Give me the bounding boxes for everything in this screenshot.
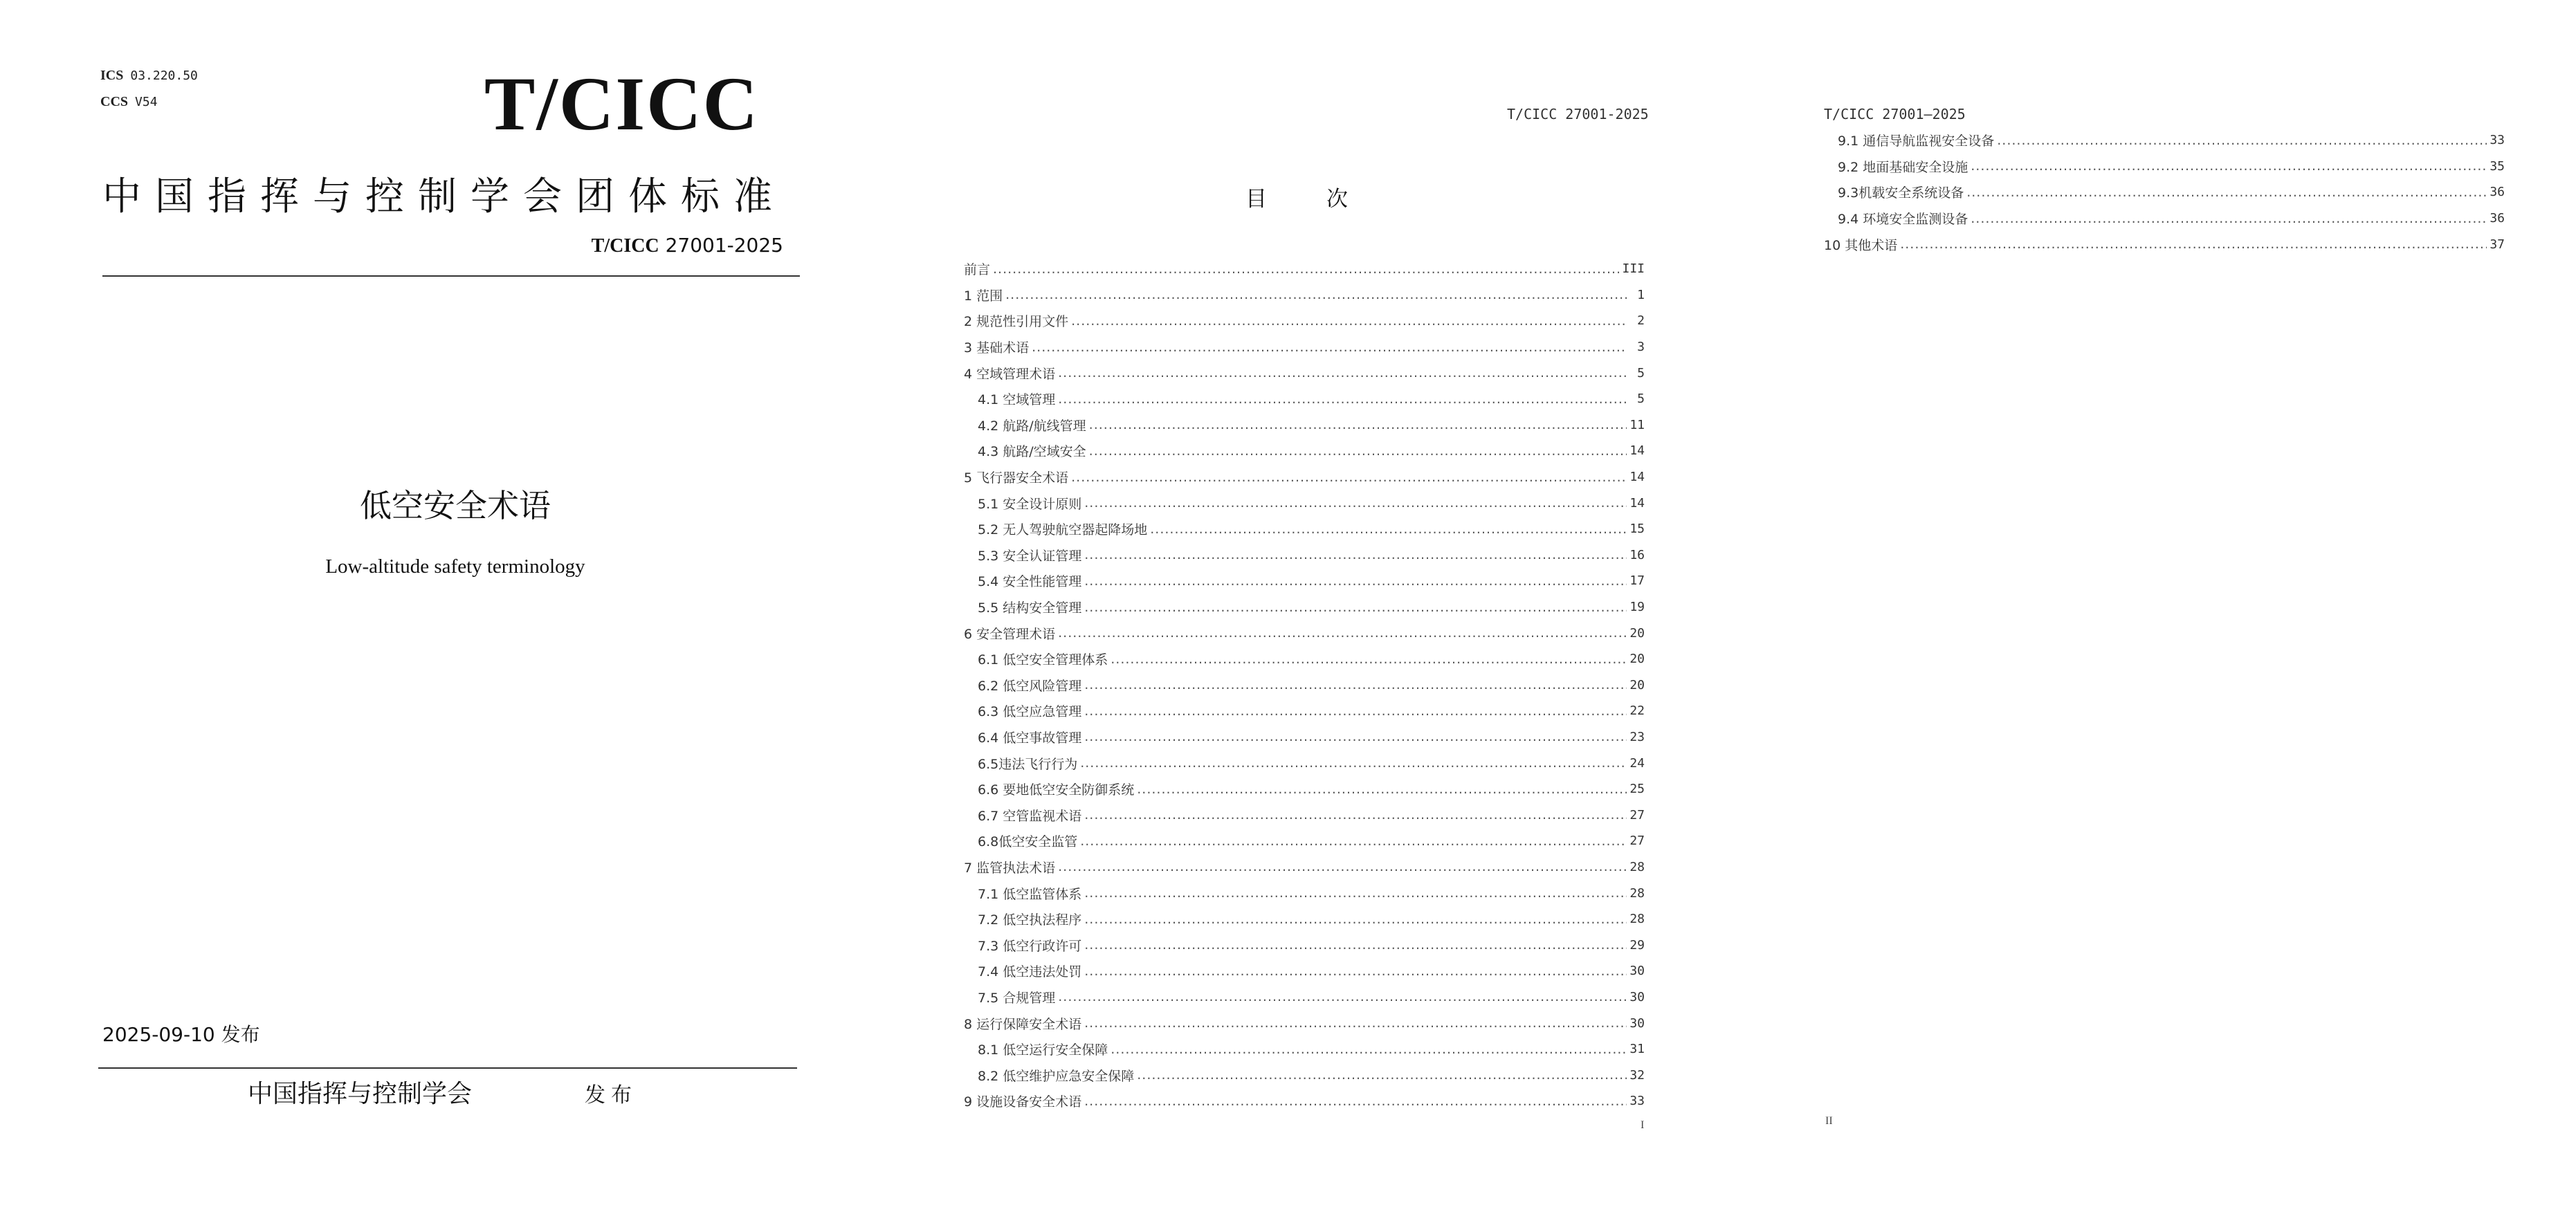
toc-entry-label: 9.4 环境安全监测设备 (1838, 212, 1968, 228)
toc-entry-label: 6.4 低空事故管理 (978, 730, 1082, 746)
toc-entry[interactable] (964, 256, 1645, 282)
toc-entry-page: 30 (1629, 1015, 1645, 1031)
toc-entry-page: 29 (1629, 937, 1645, 953)
toc-leader-dots (1058, 365, 1627, 380)
page-number: I (1641, 1119, 1645, 1131)
toc-entry[interactable] (964, 360, 1645, 386)
toc-entry-label: 6.6 要地低空安全防御系统 (978, 782, 1135, 798)
toc-leader-dots (1084, 677, 1627, 692)
standard-logo: T/CICC (484, 62, 760, 146)
toc-leader-dots (1084, 495, 1627, 511)
toc-entry[interactable] (1824, 231, 2505, 257)
page-number-2: II (1825, 1115, 1833, 1127)
toc-entry-label: 9.1 通信导航监视安全设备 (1838, 134, 1995, 149)
toc-entry-page: 20 (1629, 652, 1645, 667)
toc-leader-dots (1071, 313, 1627, 329)
toc-entry-label: 8.1 低空运行安全保障 (978, 1042, 1108, 1058)
toc-entry-page: 28 (1629, 885, 1645, 901)
toc-entry[interactable] (964, 646, 1645, 672)
toc-leader-dots (1058, 625, 1627, 641)
toc-leader-dots (1084, 964, 1627, 979)
toc-entry[interactable] (964, 516, 1645, 542)
toc-entry[interactable] (964, 542, 1645, 569)
toc-entry[interactable] (964, 568, 1645, 594)
toc-leader-dots (1080, 755, 1627, 771)
toc-leader-dots (993, 261, 1619, 277)
toc-leader-dots (1084, 912, 1627, 927)
toc-entry-label: 6.2 低空风险管理 (978, 678, 1082, 694)
toc-entry-label: 7.2 低空执法程序 (978, 912, 1082, 928)
publisher: 中国指挥与控制学会 (248, 1080, 473, 1108)
toc-entry[interactable] (964, 750, 1645, 776)
toc-entry-page: 33 (2490, 133, 2505, 148)
toc-entry-page: 15 (1629, 522, 1645, 537)
toc-entry-label: 5.2 无人驾驶航空器起降场地 (978, 522, 1148, 538)
toc-title-char-2: 次 (1326, 187, 1348, 212)
toc-leader-dots (1058, 859, 1627, 874)
toc-title-char-1: 目 (1245, 187, 1267, 212)
toc-entry[interactable] (964, 594, 1645, 620)
toc-entry[interactable] (964, 724, 1645, 751)
toc-entry-page: 14 (1629, 470, 1645, 485)
toc-entry-page: 30 (1629, 964, 1645, 979)
toc-entry-label: 5.4 安全性能管理 (978, 574, 1082, 590)
toc-list (964, 256, 1645, 1114)
toc-entry-label: 前言 (964, 262, 991, 278)
toc-entry-page: 5 (1637, 365, 1645, 380)
toc-entry[interactable] (964, 932, 1645, 958)
toc-entry-label: 6.8低空安全监管 (978, 834, 1078, 850)
toc-leader-dots (1089, 443, 1627, 459)
toc-entry[interactable] (964, 490, 1645, 516)
toc-entry-label: 5 飞行器安全术语 (964, 470, 1069, 486)
toc-entry-label: 6 安全管理术语 (964, 626, 1056, 642)
toc-leader-dots (1966, 185, 2487, 200)
toc-leader-dots (1032, 340, 1627, 355)
toc-leader-dots (1997, 133, 2487, 148)
toc-entry-page: 36 (2490, 211, 2505, 226)
toc-entry[interactable] (964, 1088, 1645, 1114)
toc-leader-dots (1084, 573, 1627, 589)
toc-entry-page: 1 (1637, 287, 1645, 302)
toc-leader-dots (1005, 287, 1627, 302)
toc-leader-dots (1084, 547, 1627, 562)
publish-label: 发布 (585, 1083, 637, 1107)
page-header: T/CICC 27001-2025 (1507, 106, 1649, 122)
toc-entry-page: 27 (1629, 834, 1645, 849)
toc-entry-label: 4.3 航路/空域安全 (978, 444, 1086, 460)
toc-entry[interactable] (964, 698, 1645, 724)
toc-entry-label: 7.4 低空违法处罚 (978, 964, 1082, 980)
toc-entry-page: 5 (1637, 392, 1645, 407)
ics-label: ICS (100, 68, 124, 83)
toc-leader-dots (1900, 237, 2487, 252)
toc-entry[interactable] (964, 802, 1645, 828)
toc-entry-page: 24 (1629, 755, 1645, 771)
toc-entry-page: 35 (2490, 158, 2505, 174)
toc-leader-dots (1111, 652, 1627, 667)
toc-leader-dots (1089, 417, 1627, 432)
toc-entry[interactable] (1824, 179, 2505, 205)
toc-entry-page: 25 (1629, 782, 1645, 797)
toc-leader-dots (1150, 522, 1627, 537)
toc-entry[interactable] (964, 412, 1645, 439)
toc-entry-label: 2 规范性引用文件 (964, 314, 1069, 330)
toc-entry-page: 2 (1637, 313, 1645, 329)
toc-entry-page: 14 (1629, 495, 1645, 511)
toc-leader-dots (1084, 885, 1627, 901)
toc-entry[interactable] (964, 958, 1645, 984)
toc-entry-page: 31 (1629, 1042, 1645, 1057)
toc-entry[interactable] (1824, 154, 2505, 180)
toc-entry-page: III (1622, 261, 1645, 277)
toc-entry-page: 32 (1629, 1067, 1645, 1083)
toc-entry[interactable] (964, 438, 1645, 464)
organization-standard-title: 中国指挥与控制学会团体标准 (102, 174, 786, 219)
toc-entry[interactable] (964, 1036, 1645, 1063)
toc-entry-label: 7.5 合规管理 (978, 990, 1056, 1006)
standard-number-value: 27001-2025 (665, 234, 783, 257)
toc-entry[interactable] (964, 672, 1645, 699)
toc-entry[interactable] (964, 334, 1645, 360)
toc-entry[interactable] (964, 308, 1645, 334)
toc-entry-label: 4 空域管理术语 (964, 366, 1056, 382)
toc-entry-label: 7.1 低空监管体系 (978, 886, 1082, 902)
standard-number-prefix: T/CICC (591, 235, 659, 257)
toc-entry-label: 3 基础术语 (964, 340, 1030, 356)
toc-entry-label: 5.1 安全设计原则 (978, 496, 1082, 512)
toc-entry-label: 8 运行保障安全术语 (964, 1016, 1082, 1032)
toc-entry-label: 5.3 安全认证管理 (978, 548, 1082, 564)
toc-entry-label: 8.2 低空维护应急安全保障 (978, 1068, 1135, 1084)
toc-entry-page: 3 (1637, 340, 1645, 355)
toc-entry-label: 10 其他术语 (1824, 237, 1898, 253)
toc-leader-dots (1084, 1015, 1627, 1031)
toc-entry-page: 17 (1629, 573, 1645, 589)
toc-entry-page: 20 (1629, 625, 1645, 641)
toc-entry[interactable] (964, 1062, 1645, 1088)
toc-leader-dots (1971, 158, 2487, 174)
toc-leader-dots (1084, 703, 1627, 719)
toc-entry-label: 6.3 低空应急管理 (978, 704, 1082, 720)
toc-entry[interactable] (964, 906, 1645, 932)
toc-leader-dots (1137, 1067, 1627, 1083)
toc-entry-label: 4.1 空域管理 (978, 392, 1056, 408)
toc-entry-label: 7.3 低空行政许可 (978, 938, 1082, 954)
toc-entry[interactable] (964, 1010, 1645, 1036)
toc-entry-page: 37 (2490, 237, 2505, 252)
toc-entry-label: 5.5 结构安全管理 (978, 600, 1082, 616)
toc-entry[interactable] (964, 828, 1645, 854)
toc-leader-dots (1084, 1094, 1627, 1109)
toc-entry-page: 28 (1629, 912, 1645, 927)
toc-entry-page: 33 (1629, 1094, 1645, 1109)
toc-entry-page: 11 (1629, 417, 1645, 432)
toc-entry-label: 6.7 空管监视术语 (978, 808, 1082, 824)
toc-entry-label: 9.3机载安全系统设备 (1838, 185, 1964, 201)
page-header-2: T/CICC 27001—2025 (1824, 106, 1966, 122)
ics-value: 03.220.50 (130, 68, 198, 83)
toc-entry[interactable] (964, 620, 1645, 646)
toc-leader-dots (1084, 600, 1627, 615)
toc-entry[interactable] (964, 386, 1645, 412)
document-title-en: Low-altitude safety terminology (325, 555, 585, 578)
toc-entry-label: 9 设施设备安全术语 (964, 1094, 1082, 1110)
ccs-value: V54 (135, 95, 158, 109)
toc-list-2 (1824, 127, 2505, 257)
toc-entry-label: 7 监管执法术语 (964, 860, 1056, 876)
toc-entry[interactable] (964, 776, 1645, 802)
toc-entry-label: 4.2 航路/航线管理 (978, 418, 1086, 434)
toc-entry-label: 6.1 低空安全管理体系 (978, 652, 1108, 668)
toc-entry-label: 1 范围 (964, 288, 1003, 304)
toc-entry-page: 23 (1629, 729, 1645, 744)
toc-entry-page: 22 (1629, 703, 1645, 719)
toc-entry-page: 36 (2490, 185, 2505, 200)
toc-leader-dots (1084, 807, 1627, 822)
toc-leader-dots (1080, 834, 1627, 849)
toc-entry-page: 20 (1629, 677, 1645, 692)
toc-entry-page: 14 (1629, 443, 1645, 459)
document-title-zh: 低空安全术语 (360, 487, 551, 524)
issue-date: 2025-09-10 发布 (102, 1023, 260, 1046)
toc-entry[interactable] (964, 282, 1645, 309)
toc-leader-dots (1137, 782, 1627, 797)
toc-entry[interactable] (1824, 205, 2505, 232)
toc-entry-page: 30 (1629, 989, 1645, 1004)
toc-entry-page: 28 (1629, 859, 1645, 874)
toc-entry-page: 27 (1629, 807, 1645, 822)
toc-entry[interactable] (964, 880, 1645, 906)
toc-entry-label: 9.2 地面基础安全设施 (1838, 159, 1968, 175)
toc-leader-dots (1084, 937, 1627, 953)
toc-leader-dots (1971, 211, 2487, 226)
toc-entry[interactable] (964, 854, 1645, 881)
toc-leader-dots (1058, 989, 1627, 1004)
toc-entry[interactable] (964, 464, 1645, 490)
toc-leader-dots (1084, 729, 1627, 744)
toc-entry-label: 6.5违法飞行行为 (978, 756, 1078, 772)
toc-leader-dots (1058, 392, 1627, 407)
toc-entry-page: 19 (1629, 600, 1645, 615)
toc-title (1245, 181, 1348, 212)
ccs-label: CCS (100, 94, 129, 109)
toc-leader-dots (1111, 1042, 1627, 1057)
toc-entry[interactable] (964, 984, 1645, 1011)
toc-leader-dots (1071, 470, 1627, 485)
toc-entry-page: 16 (1629, 547, 1645, 562)
toc-entry[interactable] (1824, 127, 2505, 154)
